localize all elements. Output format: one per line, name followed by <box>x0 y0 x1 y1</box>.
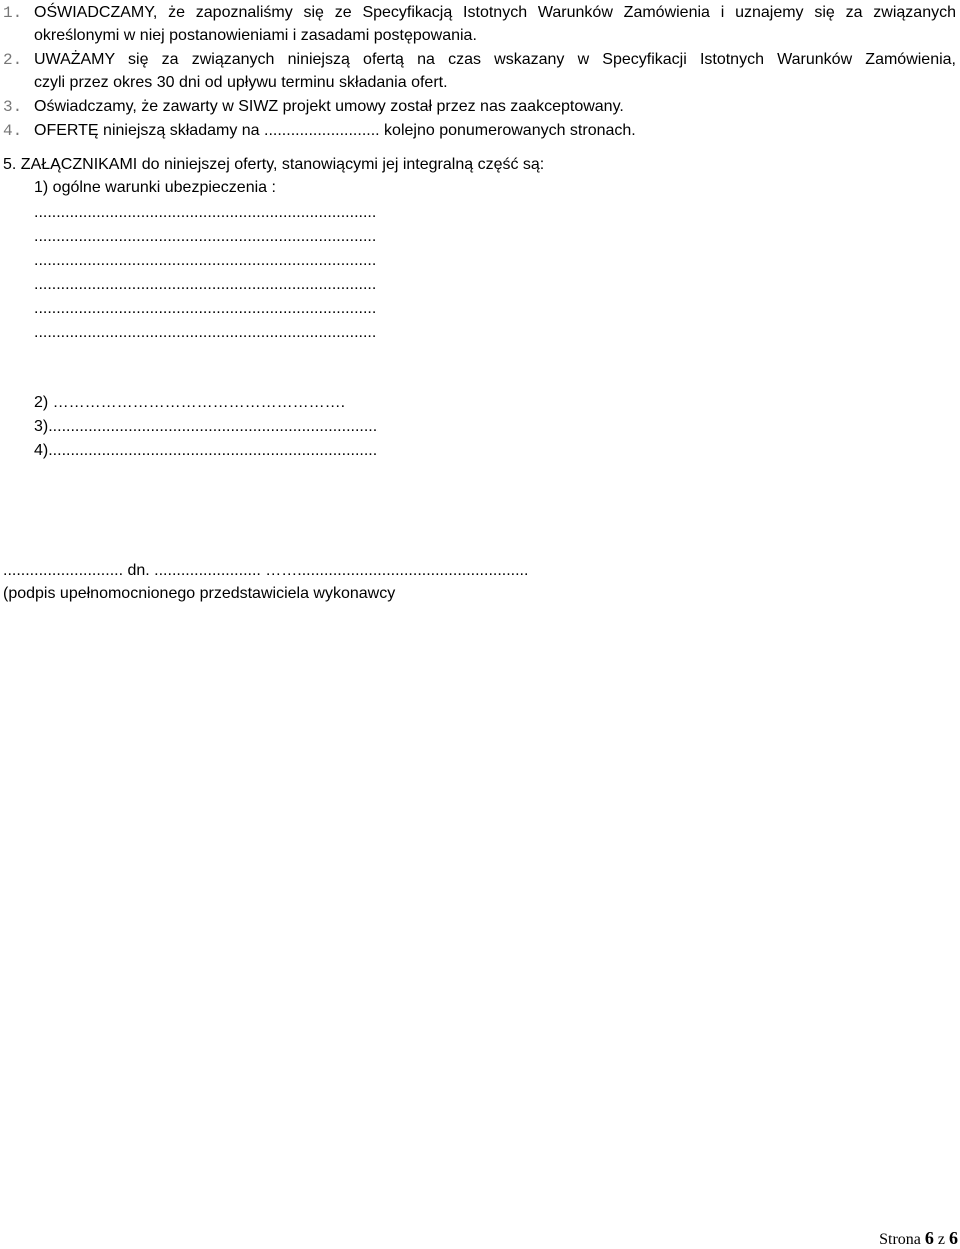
item-1-text-line1: OŚWIADCZAMY, że zapoznaliśmy się ze Specyfikacją Istotnych Warunków Zamówienia i uznajemy się za związanych <box>34 4 956 21</box>
item-2-text-line1: UWAŻAMY się za związanych niniejszą ofertą na czas wskazany w Specyfikacji Istotnych Warunków Zamówienia, <box>34 51 956 68</box>
item-3-text: Oświadczamy, że zawarty w SIWZ projekt umowy został przez nas zaakceptowany. <box>34 98 624 115</box>
item-1-text-line2: określonymi w niej postanowieniami i zasadami postępowania. <box>34 27 477 44</box>
item-3-number: 3. <box>3 98 23 116</box>
item-2-number: 2. <box>3 51 23 69</box>
footer-total: 6 <box>949 1228 958 1248</box>
attachment-1-dotted-line: ............................................................................. <box>34 276 377 293</box>
item-2-text-line2: czyli przez okres 30 dni od upływu terminu składania ofert. <box>34 74 448 91</box>
footer-page: 6 <box>924 1228 934 1248</box>
attachment-4-line: 4).......................................................................... <box>34 442 378 459</box>
footer-separator: z <box>937 1231 945 1248</box>
item-4-number: 4. <box>3 122 23 140</box>
attachment-1-label: 1) ogólne warunki ubezpieczenia : <box>34 179 276 196</box>
item-4-text: OFERTĘ niniejszą składamy na .......................... kolejno ponumerowanych stronach. <box>34 122 636 139</box>
signature-date-line: ........................... dn. ........................ …….................................................... <box>3 562 529 579</box>
attachment-1-dotted-line: ............................................................................. <box>34 324 377 341</box>
attachment-1-dotted-line: ............................................................................. <box>34 204 377 221</box>
attachment-2-line: 2) ………………………………………………. <box>34 394 346 411</box>
signature-caption: (podpis upełnomocnionego przedstawiciela wykonawcy <box>3 585 396 602</box>
item-1-number: 1. <box>3 4 23 22</box>
page-number-footer <box>879 1228 958 1249</box>
attachment-3-line: 3).......................................................................... <box>34 418 378 435</box>
attachment-1-dotted-line: ............................................................................. <box>34 252 377 269</box>
attachment-1-dotted-line: ............................................................................. <box>34 228 377 245</box>
attachments-heading: 5. ZAŁĄCZNIKAMI do niniejszej oferty, stanowiącymi jej integralną część są: <box>3 156 545 173</box>
attachment-1-dotted-line: ............................................................................. <box>34 300 377 317</box>
footer-prefix: Strona <box>879 1231 921 1248</box>
